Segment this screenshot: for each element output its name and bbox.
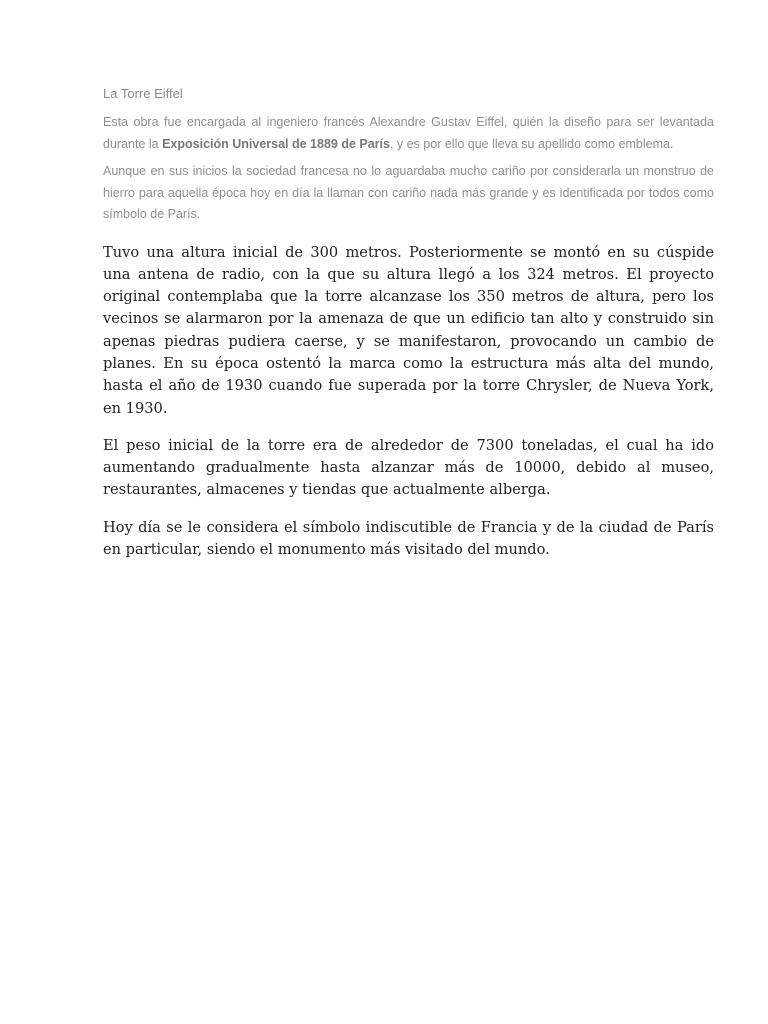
body-paragraph-symbol: Hoy día se le considera el símbolo indiscutible de Francia y de la ciudad de París en particular, siendo el monumento más visitado del mundo. [103, 518, 714, 559]
intro-1-text-start: Esta obra fue encargada al ingeniero francés Alexandre Gustav Eiffel, quién la diseño para ser levantada durante la [103, 115, 714, 151]
intro-paragraph-1 [103, 112, 714, 155]
intro-1-bold-text: Exposición Universal de 1889 de París [162, 136, 390, 151]
body-paragraph-weight: El peso inicial de la torre era de alrededor de 7300 toneladas, el cual ha ido aumentando gradualmente hasta alzanzar más de 10000, debido al museo, restaurantes, almacenes y tiendas que actualmente alberga. [103, 436, 714, 499]
intro-paragraph-2: Aunque en sus inicios la sociedad francesa no lo aguardaba mucho cariño por considerarla un monstruo de hierro para aquella época hoy en día la llaman con cariño nada más grande y es identificada por todos como símbolo de París. [103, 164, 714, 221]
intro-1-text-end: , y es por ello que lleva su apellido como emblema. [389, 136, 674, 151]
document-title: La Torre Eiffel [103, 86, 183, 101]
document-page [103, 84, 714, 576]
body-paragraph-height: Tuvo una altura inicial de 300 metros. Posteriormente se montó en su cúspide una antena de radio, con la que su altura llegó a los 324 metros. El proyecto original contemplaba que la torre alcanzase los 350 metros de altura, pero los vecinos se alarmaron por la amenaza de que un edificio tan alto y construido sin apenas piedras pudiera caerse, y se manifestaron, provocando un cambio de planes. En su época ostentó la marca como la estructura más alta del mundo, hasta el año de 1930 cuando fue superada por la torre Chrysler, de Nueva York, en 1930. [103, 243, 714, 417]
